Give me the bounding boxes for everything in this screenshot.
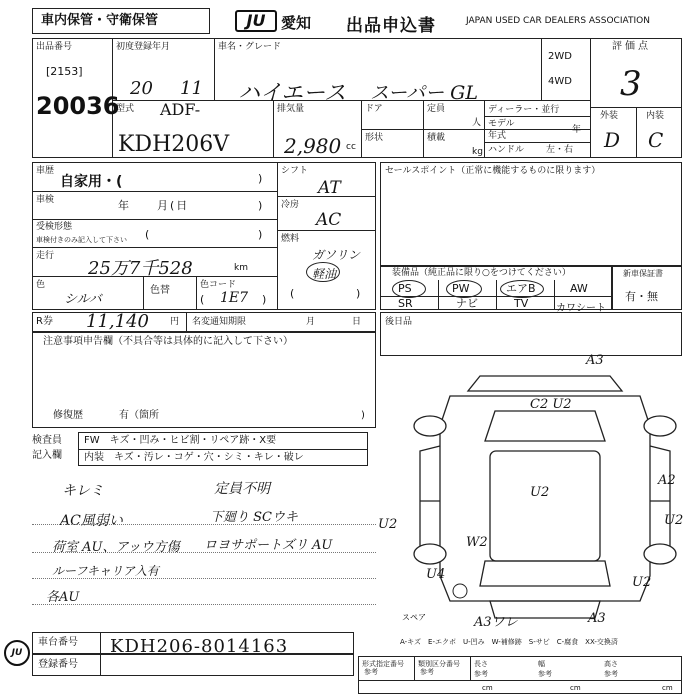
note-4: 下廻り SCウキ — [210, 510, 298, 525]
registration-row — [32, 654, 354, 676]
ref-height: 参考 — [604, 670, 618, 678]
model-year-label: モデル — [488, 119, 515, 129]
shape-label: 形状 — [365, 133, 384, 143]
mileage-value: 25万7千528 — [88, 258, 193, 279]
year-format-label: 年式 — [488, 131, 507, 141]
damage-legend: A-キズ E-エクボ U-凹み W-補修跡 S-サビ C-腐食 XX-交換済 — [400, 638, 618, 646]
type-label: 型式 — [116, 104, 135, 114]
notes-label: 注意事項申告欄（不具合等は具体的に記入して下さい） — [43, 336, 293, 347]
fuel-open: ( — [290, 287, 295, 300]
note-3: AC風弱い — [60, 513, 123, 529]
mark-u2-rear-right: U2 — [632, 575, 652, 590]
chassis-value: KDH206-8014163 — [110, 636, 289, 657]
mark-a3-crack: A3ワレ — [474, 615, 518, 630]
first-reg-year: 20 — [130, 78, 153, 99]
ju-logo: JU — [235, 10, 277, 32]
rating-score: 3 — [620, 64, 642, 104]
history-value: 自家用・( — [60, 174, 123, 190]
recycle-unit: 円 — [170, 317, 180, 327]
cc-unit: cc — [346, 142, 356, 152]
equip-pw: PW — [452, 282, 470, 295]
lot-sub: [2153] — [46, 65, 83, 78]
handle-options: 左・右 — [546, 145, 574, 155]
type-value: KDH206V — [118, 132, 230, 157]
association-name: JAPAN USED CAR DEALERS ASSOCIATION — [466, 16, 650, 26]
equip-airbag-circle — [500, 280, 544, 298]
ac-value: AC — [316, 210, 342, 230]
dealer-label: ディーラー・並行 — [488, 105, 560, 115]
note-8: 各AU — [46, 590, 80, 605]
mark-u2-right: U2 — [664, 513, 684, 528]
sales-point-label: セールスポイント（正常に機能するものに限ります） — [385, 166, 601, 176]
rear-items-box — [380, 312, 682, 356]
notes-box — [32, 332, 376, 428]
warranty-label: 新車保証書 — [623, 269, 663, 278]
inspector-interior: 内装 キズ・汚レ・コゲ・穴・シミ・キレ・破レ — [84, 452, 304, 463]
equip-airbag: エアB — [506, 282, 536, 295]
wheel-front-left — [414, 416, 446, 436]
reception-label: 受検形態 — [36, 222, 73, 232]
ref-width: 参考 — [538, 670, 552, 678]
form-title: 出品申込書 — [346, 16, 436, 36]
drive-4wd: 4WD — [548, 76, 572, 87]
ac-label: 冷房 — [281, 200, 300, 210]
equip-tv: TV — [514, 297, 529, 310]
first-reg-label: 初度登録年月 — [116, 42, 171, 52]
note-2: 定員不明 — [214, 481, 270, 497]
mark-a3-top: A3 — [586, 353, 604, 368]
ref-length: 参考 — [474, 670, 488, 678]
model-name: ハイエース — [238, 81, 347, 106]
color-code-open: ( — [200, 293, 205, 306]
length-label: 長さ — [474, 660, 488, 668]
category-label: 類別区分番号 — [418, 660, 460, 668]
mileage-unit: km — [234, 263, 248, 273]
mark-u2-roof: U2 — [530, 485, 550, 500]
storage-box — [32, 8, 210, 34]
int-label: 内装 — [646, 111, 665, 121]
model-grade: スーパー GL — [370, 82, 478, 104]
fuel-label: 燃料 — [281, 234, 300, 244]
equip-ps-circle — [392, 280, 426, 298]
equip-pw-circle — [446, 280, 482, 298]
equip-ps: PS — [398, 282, 412, 295]
repair-close: ) — [361, 410, 365, 421]
displacement-label: 排気量 — [277, 104, 305, 114]
shift-label: シフト — [281, 166, 309, 176]
inspection-value: 年 月(日 — [118, 199, 190, 212]
color-code-close: ) — [262, 293, 267, 306]
mark-c2-u2: C2 U2 — [530, 397, 572, 412]
color-change-label: 色替 — [150, 285, 170, 296]
color-code-label: 色コード — [200, 280, 237, 290]
name-change-day: 日 — [352, 317, 362, 327]
form-spec-box — [358, 656, 682, 694]
registration-label: 登録番号 — [38, 659, 78, 670]
storage-title: 車内保管・守衛保管 — [41, 13, 159, 28]
type-prefix: ADF- — [160, 100, 201, 119]
repair-label: 修復歴 — [53, 410, 83, 421]
roof-front-edge — [468, 376, 622, 391]
note-5: 荷室 AU、アッウ方傷 — [52, 540, 180, 555]
cm-length: cm — [482, 684, 493, 692]
reception-close: ) — [258, 228, 263, 241]
ext-label: 外装 — [600, 111, 619, 121]
color-value: シルバ — [64, 292, 102, 307]
load-label: 積載 — [427, 133, 446, 143]
shift-value: AT — [318, 178, 341, 198]
equip-seat: カワシート — [556, 303, 606, 314]
note-1: キレミ — [62, 483, 104, 499]
model-label: 車名・グレード — [218, 42, 282, 52]
cm-height: cm — [662, 684, 673, 692]
name-change-label: 名変通知期限 — [192, 317, 247, 327]
capacity-label: 定員 — [427, 104, 446, 114]
note-7: ルーフキャリア入有 — [52, 564, 159, 578]
name-change-month: 月 — [306, 317, 316, 327]
drive-2wd: 2WD — [548, 51, 572, 62]
ref-label-1: 参考 — [364, 668, 378, 676]
fuel-value-2: 軽油 — [312, 267, 337, 281]
rating-label: 評価点 — [612, 41, 651, 52]
equip-aw: AW — [570, 282, 588, 295]
mark-a2-right: A2 — [658, 473, 676, 488]
color-label: 色 — [36, 280, 46, 290]
reception-open: ( — [145, 228, 150, 241]
displacement-value: 2,980 — [284, 134, 342, 158]
mark-w2: W2 — [466, 535, 488, 550]
spare-label: スペア — [402, 613, 426, 622]
inspection-label: 車検 — [36, 195, 55, 205]
height-label: 高さ — [604, 660, 618, 668]
inspector-label-1: 検査員 — [32, 435, 62, 446]
form-spec-label: 形式指定番号 — [362, 660, 404, 668]
car-diagram — [378, 353, 690, 630]
rear-window — [480, 561, 610, 586]
equip-navi: ナビ — [456, 297, 478, 310]
rear-items-label: 後日品 — [385, 317, 413, 327]
warranty-box — [612, 266, 682, 310]
int-grade: C — [648, 128, 664, 152]
cm-width: cm — [570, 684, 581, 692]
chassis-label: 車台番号 — [38, 637, 78, 648]
wheel-front-right — [644, 416, 676, 436]
history-close: ) — [258, 172, 263, 185]
wheel-rear-right — [644, 544, 676, 564]
doors-label: ドア — [365, 104, 383, 114]
windshield — [485, 411, 605, 441]
mark-u4: U4 — [426, 567, 446, 582]
warranty-value: 有・無 — [625, 290, 658, 303]
recycle-label: R券 — [36, 316, 53, 327]
lot-number: 20036 — [36, 92, 120, 120]
width-label: 幅 — [538, 660, 545, 668]
color-code-value: 1E7 — [220, 290, 249, 306]
wheel-rear-left — [414, 544, 446, 564]
equipment-label: 装備品（純正品に限り○をつけてください） — [392, 268, 571, 278]
kg-unit: kg — [472, 147, 483, 157]
spare-tire-icon — [453, 584, 467, 598]
ref-label-2: 参考 — [420, 668, 434, 676]
history-label: 車歴 — [36, 166, 55, 176]
reception-sub: 車検付きのみ記入して下さい — [36, 236, 127, 244]
person-unit: 人 — [472, 118, 482, 128]
region-label: 愛知 — [281, 14, 312, 32]
fuel-close: ) — [356, 287, 361, 300]
year-unit: 年 — [572, 125, 582, 135]
inspector-label-2: 記入欄 — [32, 450, 62, 461]
mileage-label: 走行 — [36, 251, 55, 261]
fuel-value-1: ガソリン — [312, 248, 361, 262]
note-6: ロヨサポートズリ AU — [204, 538, 333, 553]
ext-grade: D — [604, 128, 621, 152]
handle-label: ハンドル — [488, 145, 525, 155]
equip-sr: SR — [398, 297, 413, 310]
inspection-close: ) — [258, 199, 263, 212]
first-reg-month: 11 — [180, 78, 203, 99]
roof-panel — [490, 451, 600, 561]
recycle-value: 11,140 — [86, 311, 149, 332]
sales-point-box — [380, 162, 682, 266]
lot-label: 出品番号 — [36, 42, 73, 52]
mark-u2-left: U2 — [378, 517, 398, 532]
mark-a3-rear: A3 — [588, 611, 606, 626]
inspector-fw: FW キズ・凹み・ヒビ割・リペア跡・X要 — [84, 435, 277, 446]
ju-side-logo: JU — [4, 640, 30, 666]
repair-value: 有（箇所 — [119, 410, 159, 421]
